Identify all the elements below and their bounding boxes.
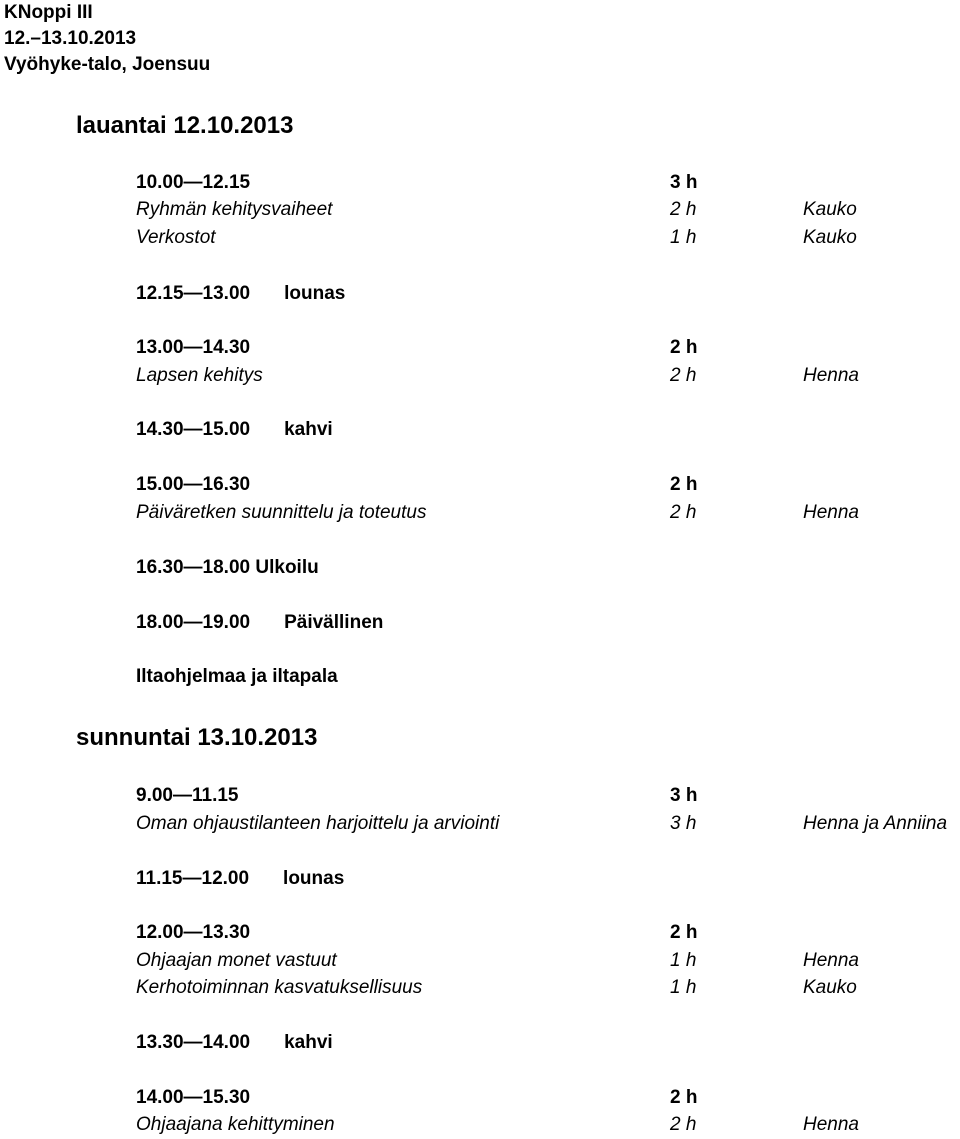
duration: 2 h <box>670 199 697 220</box>
duration: 1 h <box>670 950 697 971</box>
topic: Ohjaajan monet vastuut <box>136 950 337 971</box>
presenter: Henna <box>803 950 859 971</box>
presenter: Henna <box>803 502 859 523</box>
schedule-row-topic <box>136 1111 960 1139</box>
schedule-row-topic <box>136 947 960 975</box>
topic: Kerhotoiminnan kasvatuksellisuus <box>136 977 423 998</box>
topic: Lapsen kehitys <box>136 365 263 386</box>
duration: 3 h <box>670 172 698 193</box>
time-range: 15.00—16.30 <box>136 474 251 495</box>
topic: Oman ohjaustilanteen harjoittelu ja arviointi <box>136 813 500 834</box>
schedule-row-time <box>136 782 960 810</box>
duration: 2 h <box>670 474 698 495</box>
schedule-row-topic <box>136 196 960 224</box>
presenter: Kauko <box>803 227 857 248</box>
presenter: Henna <box>803 1114 859 1135</box>
break-label: lounas <box>283 868 345 889</box>
day-title: lauantai 12.10.2013 <box>76 112 294 139</box>
schedule-row-topic <box>136 974 960 1002</box>
schedule-row-time <box>136 169 960 197</box>
presenter: Henna <box>803 365 859 386</box>
duration: 2 h <box>670 337 698 358</box>
day-title: sunnuntai 13.10.2013 <box>76 724 318 751</box>
presenter: Kauko <box>803 977 857 998</box>
schedule-row-topic <box>136 224 960 252</box>
schedule-row-time <box>136 919 960 947</box>
duration: 1 h <box>670 227 697 248</box>
topic: Verkostot <box>136 227 216 248</box>
break-label: Päivällinen <box>284 612 384 633</box>
schedule-row-time <box>136 1084 960 1112</box>
time-range: 12.15—13.00 <box>136 283 251 304</box>
time-range: 13.30—14.00 <box>136 1032 251 1053</box>
schedule-row-break <box>136 280 960 308</box>
time-range: 12.00—13.30 <box>136 922 251 943</box>
schedule-row-time <box>136 334 960 362</box>
event-name: KNoppi III <box>4 2 93 23</box>
time-range: 13.00—14.30 <box>136 337 251 358</box>
topic: Ohjaajana kehittyminen <box>136 1114 335 1135</box>
event-dates: 12.–13.10.2013 <box>4 28 137 49</box>
duration: 2 h <box>670 1087 698 1108</box>
time-range: 10.00—12.15 <box>136 172 251 193</box>
schedule-row-topic <box>136 362 960 390</box>
time-range: 14.00—15.30 <box>136 1087 251 1108</box>
break-label: kahvi <box>284 419 333 440</box>
schedule-row-break <box>136 865 960 893</box>
schedule-row-topic <box>136 810 960 838</box>
presenter: Henna ja Anniina <box>803 813 948 834</box>
time-range: 14.30—15.00 <box>136 419 251 440</box>
duration: 3 h <box>670 813 697 834</box>
duration: 2 h <box>670 502 697 523</box>
activity: 16.30—18.00 Ulkoilu <box>136 557 319 578</box>
duration: 1 h <box>670 977 697 998</box>
activity: Iltaohjelmaa ja iltapala <box>136 666 338 687</box>
duration: 2 h <box>670 365 697 386</box>
schedule-row-topic <box>136 499 960 527</box>
topic: Ryhmän kehitysvaiheet <box>136 199 333 220</box>
break-label: lounas <box>284 283 346 304</box>
duration: 2 h <box>670 922 698 943</box>
topic: Päiväretken suunnittelu ja toteutus <box>136 502 427 523</box>
schedule-row-activity <box>136 554 960 582</box>
break-label: kahvi <box>284 1032 333 1053</box>
time-range: 11.15—12.00 <box>136 868 250 889</box>
duration: 3 h <box>670 785 698 806</box>
schedule-row-activity <box>136 663 960 691</box>
time-range: 9.00—11.15 <box>136 785 239 806</box>
time-range: 18.00—19.00 <box>136 612 251 633</box>
duration: 2 h <box>670 1114 697 1135</box>
schedule-row-break <box>136 609 960 637</box>
schedule-row-break <box>136 416 960 444</box>
presenter: Kauko <box>803 199 857 220</box>
schedule-row-time <box>136 471 960 499</box>
event-location: Vyöhyke-talo, Joensuu <box>4 54 211 75</box>
schedule-row-break <box>136 1029 960 1057</box>
